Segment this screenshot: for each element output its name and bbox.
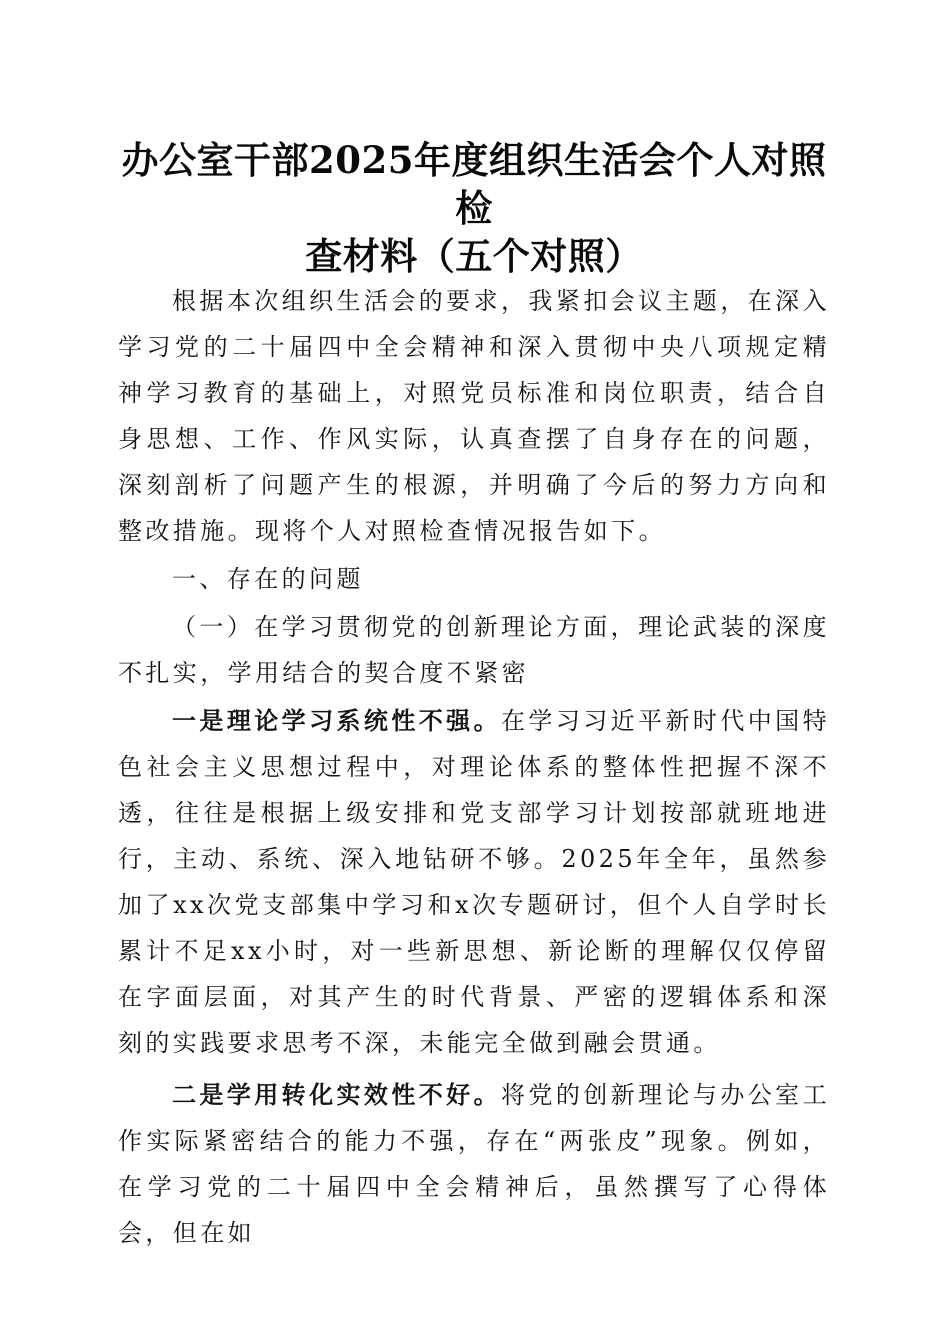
document-title	[118, 136, 830, 280]
point-1-text: 在学习习近平新时代中国特色社会主义思想过程中，对理论体系的整体性把握不深不透，往往是根据上级安排和党支部学习计划按部就班地进行，主动、系统、深入地钻研不够。2025年全年，虽然参加了xx次党支部集中学习和x次专题研讨，但个人自学时长累计不足xx小时，对一些新思想、新论断的理解仅仅停留在字面层面，对其产生的时代背景、严密的逻辑体系和深刻的实践要求思考不深，未能完全做到融会贯通。	[118, 707, 830, 1057]
intro-paragraph: 根据本次组织生活会的要求，我紧扣会议主题，在深入学习党的二十届四中全会精神和深入贯彻中央八项规定精神学习教育的基础上，对照党员标准和岗位职责，结合自身思想、工作、作风实际，认真查摆了自身存在的问题，深刻剖析了问题产生的根源，并明确了今后的努力方向和整改措施。现将个人对照检查情况报告如下。	[118, 287, 830, 545]
title-line-2: 查材料（五个对照）	[305, 234, 643, 278]
document-body	[118, 278, 830, 1258]
point-1-paragraph	[118, 698, 830, 1066]
point-1-lead: 一是理论学习系统性不强。	[172, 707, 501, 735]
point-2-paragraph	[118, 1072, 830, 1256]
title-line-1: 办公室干部2025年度组织生活会个人对照检	[121, 138, 827, 230]
point-2-lead: 二是学用转化实效性不好。	[172, 1081, 501, 1109]
section-heading: 一、存在的问题	[172, 565, 364, 593]
subsection-heading: （一）在学习贯彻党的创新理论方面，理论武装的深度不扎实，学用结合的契合度不紧密	[118, 613, 830, 687]
point-2-text: 将党的创新理论与办公室工作实际紧密结合的能力不强，存在“两张皮”现象。例如，在学习党的二十届四中全会精神后，虽然撰写了心得体会，但在如	[118, 1081, 830, 1247]
